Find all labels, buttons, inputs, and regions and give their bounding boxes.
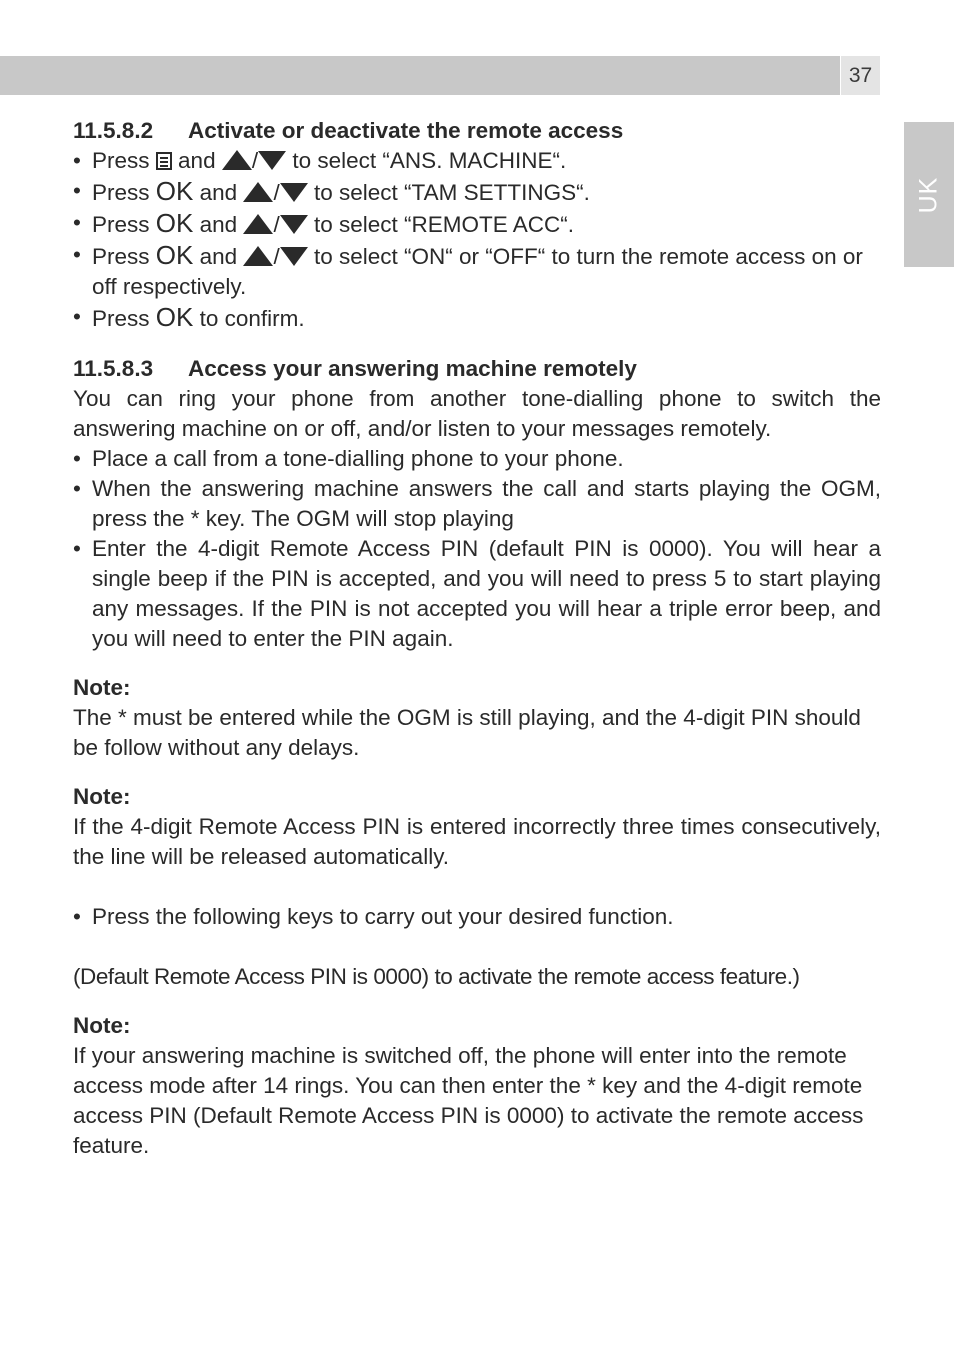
step-item	[73, 208, 881, 240]
list-item	[73, 534, 881, 654]
section-intro: You can ring your phone from another tone-dialling phone to switch the answering machine on or off, and/or listen to your messages remotely.	[73, 386, 881, 441]
step-item	[73, 176, 881, 208]
up-arrow-icon	[243, 182, 273, 202]
list-item-text: Press the following keys to carry out your desired function.	[92, 904, 674, 929]
step-press-text: Press	[92, 306, 150, 331]
slash-text: /	[273, 180, 280, 205]
step-rest-text: to select “TAM SETTINGS“.	[313, 180, 590, 205]
bullet: •	[73, 178, 81, 203]
note-text: The * must be entered while the OGM is still playing, and the 4-digit PIN should be follow without any delays.	[73, 705, 861, 760]
step-rest-text: to confirm.	[199, 306, 305, 331]
down-arrow-icon	[280, 215, 308, 234]
note-text: If your answering machine is switched off, the phone will enter into the remote access mode after 14 rings. You can then enter the * key and the 4-digit remote access PIN (Default Remote Access PIN is 0000) to activate the remote access feature.	[73, 1043, 864, 1158]
step-item	[73, 240, 881, 302]
step-press-text: Press	[92, 212, 150, 237]
bullet: •	[73, 446, 81, 471]
down-arrow-icon	[280, 183, 308, 202]
section-title: Access your answering machine remotely	[188, 356, 637, 381]
list-item	[73, 902, 881, 932]
ok-key: OK	[155, 176, 194, 206]
bullet: •	[73, 476, 81, 501]
page-number: 37	[841, 56, 880, 95]
bullet: •	[73, 148, 81, 173]
section-heading-11-5-8-3	[73, 354, 881, 384]
step-and-text: and	[199, 244, 238, 269]
up-arrow-icon	[222, 150, 252, 170]
step-press-text: Press	[92, 148, 150, 173]
down-arrow-icon	[258, 151, 286, 170]
menu-icon	[156, 152, 172, 170]
step-press-text: Press	[92, 244, 150, 269]
header-band	[0, 56, 840, 95]
language-tab	[904, 122, 954, 267]
list-item-text: Enter the 4-digit Remote Access PIN (default PIN is 0000). You will hear a single beep if the PIN is accepted, and you will need to press 5 to start playing any messages. If the PIN is not accepted you will hear a triple error beep, and you will need to enter the PIN again.	[92, 536, 881, 651]
note-label: Note:	[73, 675, 131, 700]
bullet: •	[73, 242, 81, 267]
section-number: 11.5.8.2	[73, 118, 154, 143]
step-press-text: Press	[92, 180, 150, 205]
ok-key: OK	[155, 240, 194, 270]
section-title: Activate or deactivate the remote access	[188, 118, 624, 143]
note-label: Note:	[73, 784, 131, 809]
list-item	[73, 474, 881, 534]
step-rest-text: to select “ANS. MACHINE“.	[292, 148, 567, 173]
slash-text: /	[273, 244, 280, 269]
ok-key: OK	[155, 208, 194, 238]
up-arrow-icon	[243, 214, 273, 234]
bullet: •	[73, 304, 81, 329]
step-and-text: and	[199, 212, 238, 237]
step-rest-text: to select “REMOTE ACC“.	[313, 212, 575, 237]
ok-key: OK	[155, 302, 194, 332]
step-item	[73, 302, 881, 334]
language-tab-label: UK	[914, 176, 943, 213]
down-arrow-icon	[280, 247, 308, 266]
list-item-text: Place a call from a tone-dialling phone to your phone.	[92, 446, 624, 471]
up-arrow-icon	[243, 246, 273, 266]
step-rest-text: to select “ON“ or “OFF“ to turn the remote access on or off respectively.	[92, 244, 863, 299]
list-item	[73, 444, 881, 474]
page-content	[73, 116, 881, 1161]
default-pin-text: (Default Remote Access PIN is 0000) to activate the remote access feature.)	[73, 964, 800, 989]
bullet: •	[73, 536, 81, 561]
section-number: 11.5.8.3	[73, 356, 154, 381]
note-label: Note:	[73, 1013, 131, 1038]
bullet: •	[73, 904, 81, 929]
list-item-text: When the answering machine answers the call and starts playing the OGM, press the * key. The OGM will stop playing	[92, 476, 881, 531]
step-item	[73, 146, 881, 176]
note-text: If the 4-digit Remote Access PIN is entered incorrectly three times consecutively, the line will be released automatically.	[73, 814, 881, 869]
slash-text: /	[273, 212, 280, 237]
step-and-text: and	[199, 180, 238, 205]
section-heading-11-5-8-2	[73, 116, 881, 146]
slash-text: /	[251, 148, 259, 173]
bullet: •	[73, 210, 81, 235]
step-and-text: and	[178, 148, 216, 173]
